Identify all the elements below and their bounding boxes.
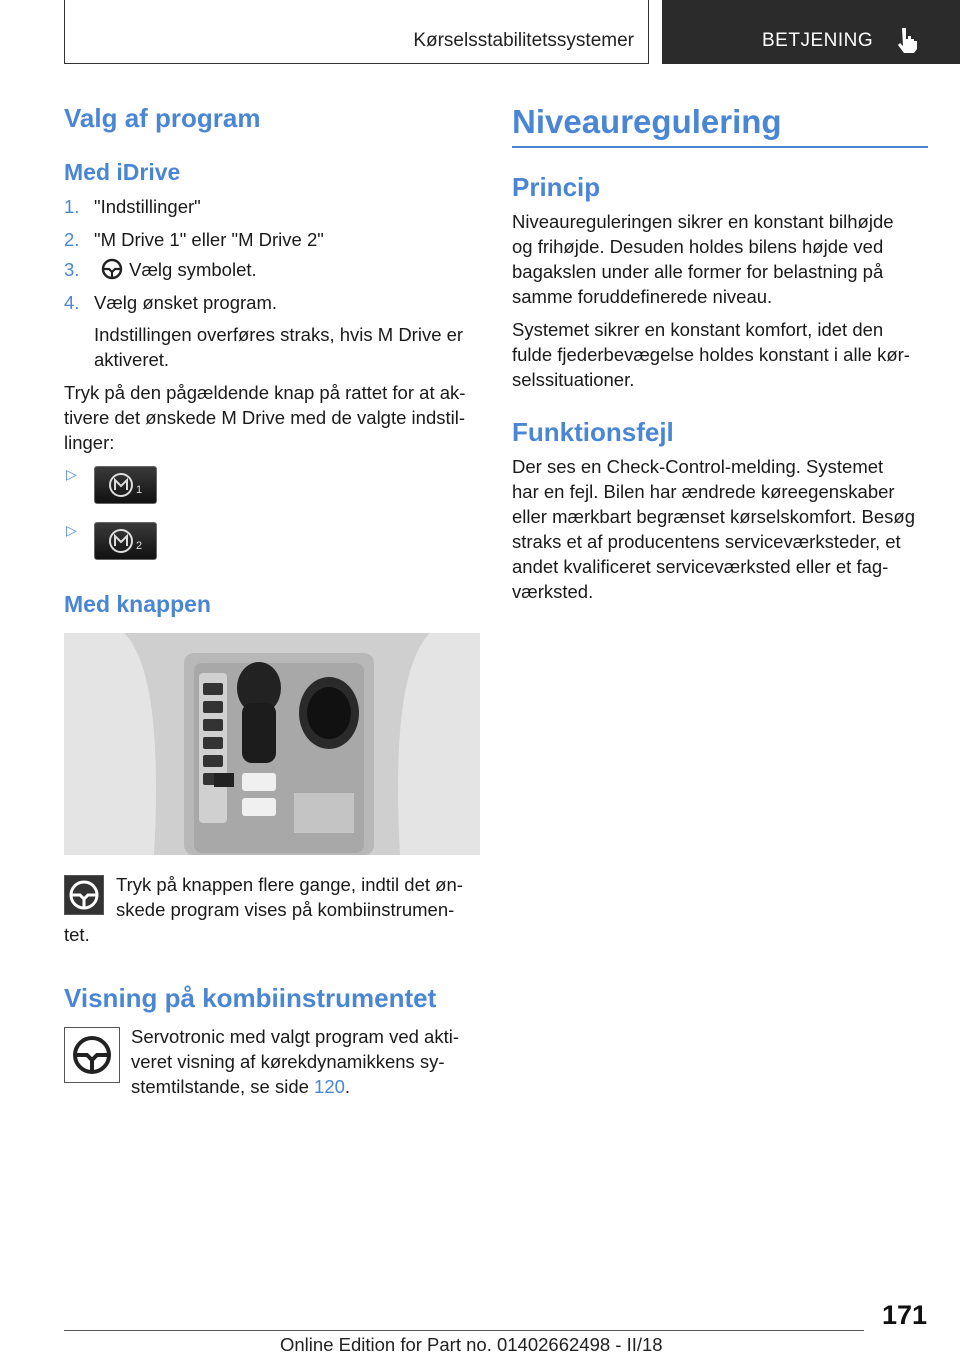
steering-button-icon-box [64,875,104,915]
paragraph-line: fulde fjederbevægelse holdes konstant i alle kør- [512,344,910,365]
steering-wheel-icon [65,1028,119,1082]
paragraph-line: eller mærkbart begrænset kørselskomfort. Besøg [512,506,916,527]
m-drive-1-icon [95,467,156,503]
paragraph-line: Niveaureguleringen sikrer en konstant bilhøjde [512,211,894,232]
heading-funktionsfejl: Funktionsfejl [512,417,674,447]
steering-display-icon-box [64,1027,120,1083]
paragraph-line: og frihøjde. Desuden holdes bilens højde ved [512,236,884,257]
list-text: "M Drive 1" eller "M Drive 2" [94,229,324,250]
paragraph-line: straks et af producentens serviceværksteder, et [512,531,901,552]
list-item [64,227,324,252]
footer-rule [64,1330,864,1331]
paragraph-line: værksted. [512,581,594,602]
list-number: 1. [64,196,80,217]
list-item [64,257,257,282]
header-chapter-title: BETJENING [762,30,874,51]
heading-niveauregulering: Niveauregulering [512,103,782,140]
paragraph-line: tet. [64,924,90,945]
paragraph-line: Der ses en Check-Control-melding. Systemet [512,456,884,477]
text: stemtilstande, se side [131,1076,315,1097]
list-number: 2. [64,229,80,250]
paragraph-line: selssituationer. [512,369,635,390]
paragraph-line: samme foruddefinerede niveau. [512,286,773,307]
list-text: "Indstillinger" [94,196,201,217]
step4-note-line: Indstillingen overføres straks, hvis M Drive er [94,324,464,345]
paragraph-line: skede program vises på kombiinstrumen- [116,899,455,920]
center-console-photo [64,633,480,855]
m-drive-2-icon [95,523,156,559]
paragraph-line: veret visning af kørekdynamikkens sy- [131,1051,445,1072]
header-section-box [64,0,649,64]
list-number: 4. [64,292,80,313]
paragraph-line [131,1074,350,1099]
list-item [64,194,201,219]
heading-visning: Visning på kombiinstrumentet [64,983,437,1013]
list-number: 3. [64,259,80,280]
step4-note-line: aktiveret. [94,349,170,370]
heading-princip: Princip [512,172,601,202]
m1-subscript: 1 [136,484,143,496]
text: . [344,1076,351,1097]
paragraph-line: linger: [64,432,115,453]
heading-valg-af-program: Valg af program [64,103,261,133]
bullet-triangle-icon: ▷ [66,522,77,538]
page-link-120[interactable]: 120 [314,1076,345,1097]
hand-pointer-icon [894,26,920,54]
paragraph-line: tivere det ønskede M Drive med de valgte indstil- [64,407,466,428]
paragraph-line: Servotronic med valgt program ved akti- [131,1026,459,1047]
header-section-title: Kørselsstabilitetssystemer [413,30,634,51]
paragraph-line: bagakslen under alle former for belastning på [512,261,884,282]
steering-wheel-symbol-icon [101,258,123,280]
list-item [64,290,277,315]
bullet-triangle-icon: ▷ [66,466,77,482]
paragraph-line: Tryk på den pågældende knap på rattet for at ak- [64,382,466,403]
paragraph-line: Systemet sikrer en konstant komfort, idet den [512,319,884,340]
paragraph-line: andet kvalificeret serviceværksted eller et fag- [512,556,889,577]
heading-med-knappen: Med knappen [64,591,211,617]
footer-edition: Online Edition for Part no. 01402662498 - II/18 [280,1334,663,1355]
steering-wheel-icon [65,876,103,914]
list-text: Vælg ønsket program. [94,292,278,313]
m1-button-image [94,466,157,504]
m2-button-image [94,522,157,560]
heading-rule [512,146,928,148]
list-text: Vælg symbolet. [129,259,257,280]
m2-subscript: 2 [136,540,143,552]
paragraph-line: Tryk på knappen flere gange, indtil det øn- [116,874,463,895]
page-number: 171 [882,1300,928,1330]
paragraph-line: har en fejl. Bilen har ændrede køreegenskaber [512,481,895,502]
heading-med-idrive: Med iDrive [64,159,181,185]
